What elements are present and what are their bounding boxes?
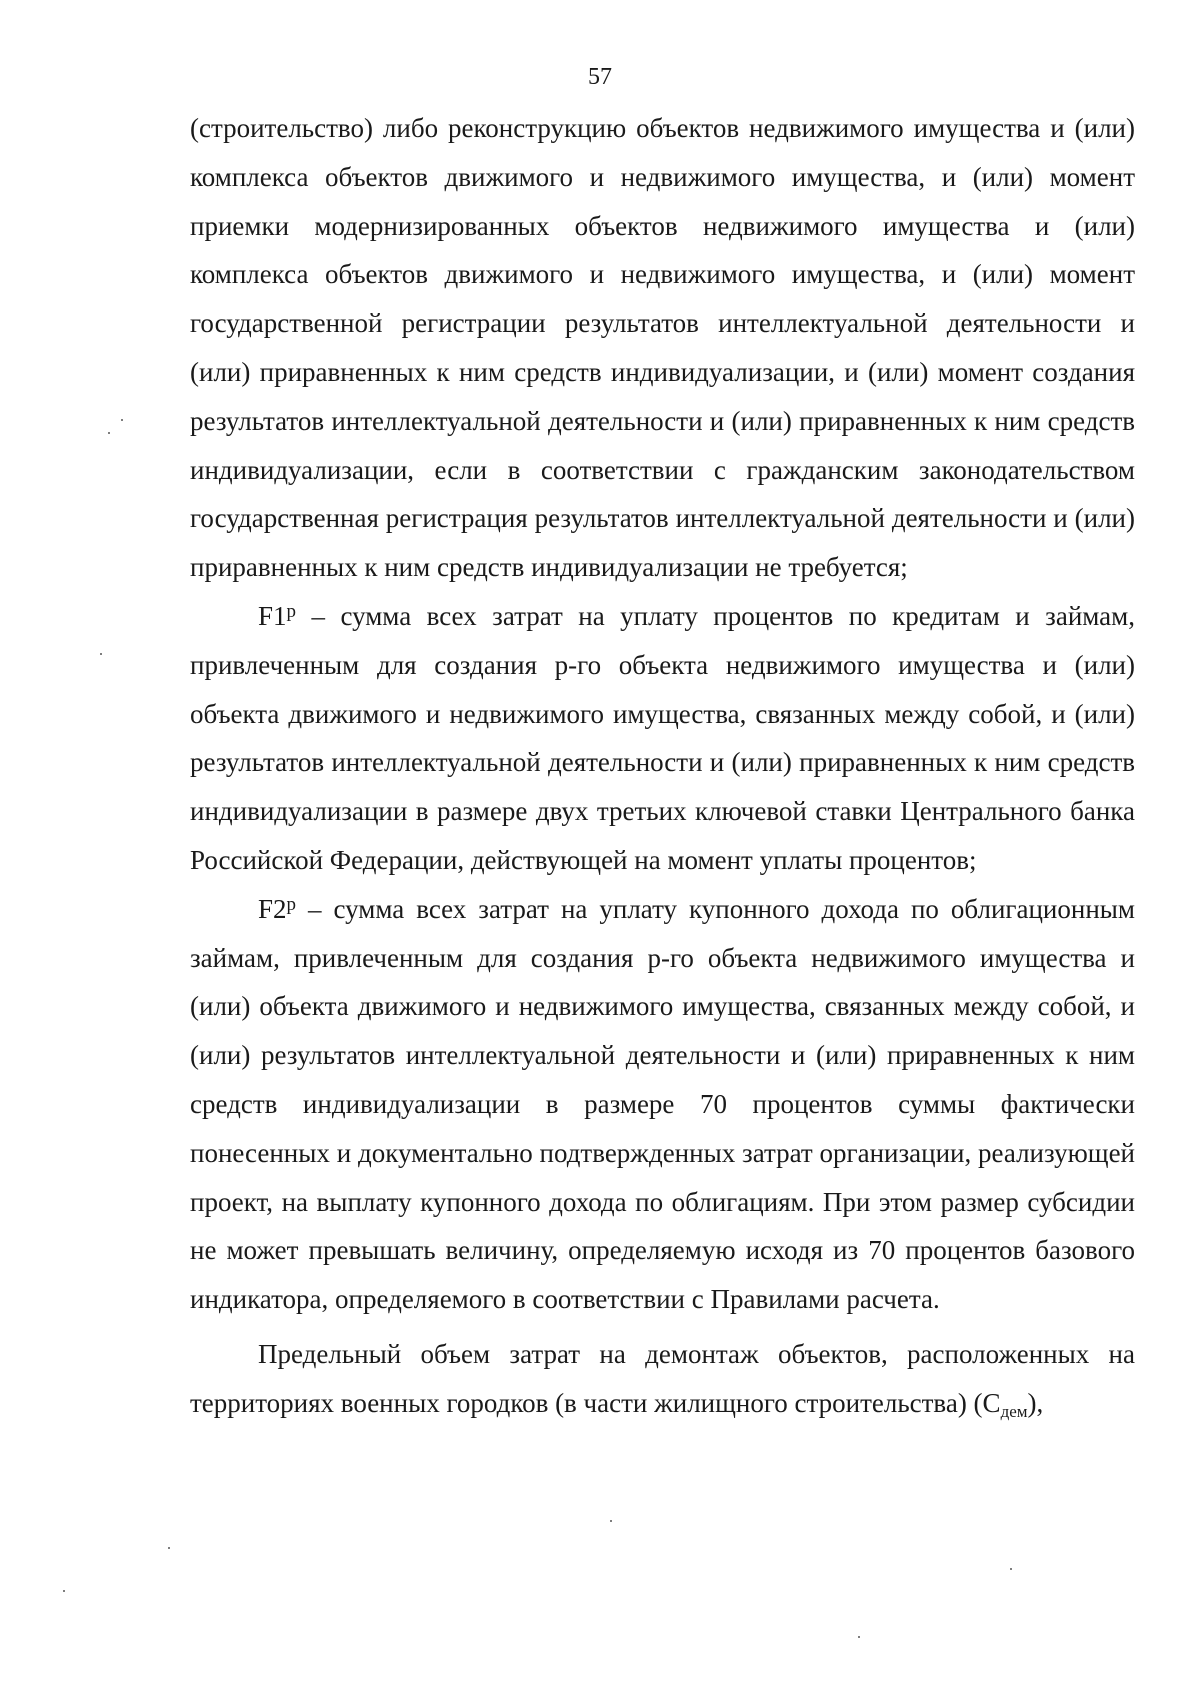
c-dem-subscript: дем: [1000, 1401, 1028, 1421]
document-body: [190, 104, 1135, 1428]
scan-speck: [168, 1547, 170, 1549]
scan-speck: [100, 653, 102, 655]
f2-symbol: F2: [258, 893, 287, 924]
f1-definition-text: – сумма всех затрат на уплату процентов по кредитам и займам, привлеченным для создания р-го объекта недвижимого имущества и (или) объекта движимого и недвижимого имущества, связанных между собой, и (или) результатов интеллектуальной деятельности и (или) приравненных к ним средств индивидуализации в размере двух третьих ключевой ставки Центрального банка Российской Федерации, действующей на момент уплаты процентов;: [190, 600, 1135, 875]
paragraph-f1-definition: [190, 592, 1135, 885]
paragraph-demolition-costs: [190, 1330, 1135, 1428]
f1-symbol: F1: [258, 600, 287, 631]
f1-superscript: p: [286, 600, 297, 622]
f2-superscript: p: [286, 893, 297, 915]
demolition-text: Предельный объем затрат на демонтаж объектов, расположенных на территориях военных городков (в части жилищного строительства) (: [190, 1338, 1135, 1418]
scan-speck: [121, 419, 123, 421]
scan-speck: [63, 1590, 65, 1592]
f2-definition-text: – сумма всех затрат на уплату купонного дохода по облигационным займам, привлеченным для создания р-го объекта недвижимого имущества и (или) объекта движимого и недвижимого имущества, связанных между собой, и (или) результатов интеллектуальной деятельности и (или) приравненных к ним средств индивидуализации в размере 70 процентов суммы фактически понесенных и документально подтвержденных затрат организации, реализующей проект, на выплату купонного дохода по облигациям. При этом размер субсидии не может превышать величину, определяемую исходя из 70 процентов базового индикатора, определяемого в соответствии с Правилами расчета.: [190, 893, 1135, 1315]
demolition-tail: ),: [1027, 1387, 1044, 1418]
scan-speck: [1010, 1568, 1012, 1570]
page-number: 57: [588, 64, 612, 90]
paragraph-continuation: (строительство) либо реконструкцию объектов недвижимого имущества и (или) комплекса объектов движимого и недвижимого имущества, и (или) момент приемки модернизированных объектов недвижимого имущества и (или) комплекса объектов движимого и недвижимого имущества, и (или) момент государственной регистрации результатов интеллектуальной деятельности и (или) приравненных к ним средств индивидуализации, и (или) момент создания результатов интеллектуальной деятельности и (или) приравненных к ним средств индивидуализации, если в соответствии с гражданским законодательством государственная регистрация результатов интеллектуальной деятельности и (или) приравненных к ним средств индивидуализации не требуется;: [190, 113, 1135, 583]
scan-speck: [108, 432, 110, 434]
scan-speck: [610, 1520, 612, 1522]
scan-speck: [858, 1636, 860, 1638]
c-dem-symbol: С: [982, 1387, 1001, 1418]
paragraph-f2-definition: [190, 885, 1135, 1324]
